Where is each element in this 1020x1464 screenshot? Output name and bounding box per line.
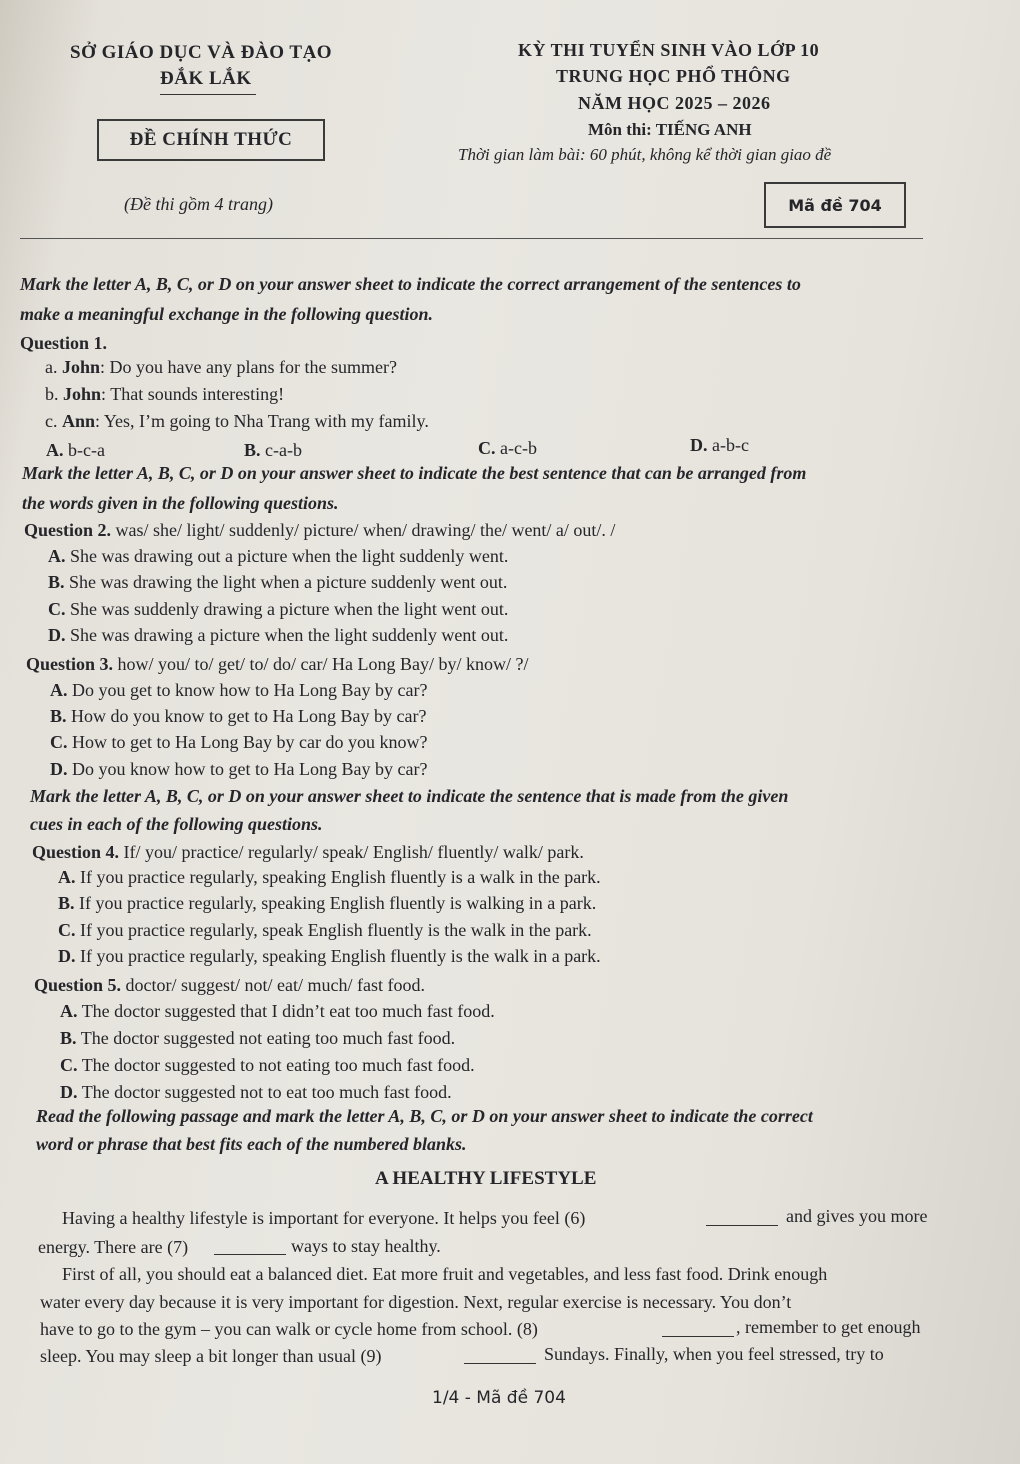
passage-p1-line2b: ways to stay healthy. xyxy=(291,1236,441,1256)
q2-option-d[interactable]: D. She was drawing a picture when the light suddenly went out. xyxy=(48,625,509,645)
section2-instruction-line2: the words given in the following questions. xyxy=(22,493,339,513)
passage-p1-line2a: energy. There are (7) xyxy=(38,1237,189,1257)
q1-option-b[interactable]: B. c-a-b xyxy=(244,440,302,460)
section3-instruction-line1: Mark the letter A, B, C, or D on your answer sheet to indicate the sentence that is made from the given xyxy=(30,786,789,806)
section1-instruction-line1: Mark the letter A, B, C, or D on your answer sheet to indicate the correct arrangement of the sentences to xyxy=(20,274,801,294)
blank-7[interactable] xyxy=(214,1241,286,1255)
passage-title: A HEALTHY LIFESTYLE xyxy=(375,1168,597,1189)
passage-p2-line3b: , remember to get enough xyxy=(736,1317,921,1337)
passage-p2-line2: water every day because it is very important for digestion. Next, regular exercise is necessary. You don’t xyxy=(40,1292,792,1312)
department-name: SỞ GIÁO DỤC VÀ ĐÀO TẠO xyxy=(70,42,333,63)
section1-instruction-line2: make a meaningful exchange in the following question. xyxy=(20,304,434,324)
question-2: Question 2. was/ she/ light/ suddenly/ picture/ when/ drawing/ the/ went/ a/ out/. / xyxy=(24,520,616,540)
exam-code: Mã đề 704 xyxy=(788,195,882,215)
passage-p1-line1a: Having a healthy lifestyle is important for everyone. It helps you feel (6) xyxy=(62,1208,586,1228)
passage-p2-line1: First of all, you should eat a balanced diet. Eat more fruit and vegetables, and less fast food. Drink enough xyxy=(62,1264,828,1284)
province-name: ĐẮK LẮK xyxy=(160,68,252,89)
q2-option-c[interactable]: C. She was suddenly drawing a picture when the light went out. xyxy=(48,599,509,619)
blank-8[interactable] xyxy=(662,1323,734,1337)
q3-option-a[interactable]: A. Do you get to know how to Ha Long Bay by car? xyxy=(50,680,428,700)
q1-line-c: c. Ann: Yes, I’m going to Nha Trang with my family. xyxy=(45,411,429,431)
q5-option-d[interactable]: D. The doctor suggested not to eat too much fast food. xyxy=(60,1082,452,1102)
exam-name: KỲ THI TUYỂN SINH VÀO LỚP 10 xyxy=(518,40,820,60)
school-level: TRUNG HỌC PHỔ THÔNG xyxy=(556,66,791,86)
question-4: Question 4. If/ you/ practice/ regularly/ speak/ English/ fluently/ walk/ park. xyxy=(32,842,584,862)
official-exam-box xyxy=(97,119,325,161)
exam-time: Thời gian làm bài: 60 phút, không kể thời gian giao đề xyxy=(458,145,832,164)
header-divider xyxy=(20,238,923,239)
header-underline xyxy=(160,94,256,95)
q1-option-d[interactable]: D. a-b-c xyxy=(690,435,749,455)
question-5: Question 5. doctor/ suggest/ not/ eat/ much/ fast food. xyxy=(34,975,425,995)
q5-option-a[interactable]: A. The doctor suggested that I didn’t eat too much fast food. xyxy=(60,1001,495,1021)
passage-p2-line4b: Sundays. Finally, when you feel stressed, try to xyxy=(544,1344,884,1364)
q4-option-a[interactable]: A. If you practice regularly, speaking English fluently is a walk in the park. xyxy=(58,867,601,887)
q1-option-a[interactable]: A. b-c-a xyxy=(46,440,105,460)
passage-p2-line3a: have to go to the gym – you can walk or cycle home from school. (8) xyxy=(40,1319,538,1339)
section4-instruction-line2: word or phrase that best fits each of the numbered blanks. xyxy=(36,1134,467,1154)
q1-line-b: b. John: That sounds interesting! xyxy=(45,384,285,404)
blank-9[interactable] xyxy=(464,1350,536,1364)
q5-option-b[interactable]: B. The doctor suggested not eating too much fast food. xyxy=(60,1028,456,1048)
question-3: Question 3. how/ you/ to/ get/ to/ do/ car/ Ha Long Bay/ by/ know/ ?/ xyxy=(26,654,529,674)
q1-line-a: a. John: Do you have any plans for the summer? xyxy=(45,357,397,377)
section2-instruction-line1: Mark the letter A, B, C, or D on your answer sheet to indicate the best sentence that can be arranged from xyxy=(22,463,807,483)
page-footer: 1/4 - Mã đề 704 xyxy=(432,1388,566,1408)
q4-option-d[interactable]: D. If you practice regularly, speaking English fluently is the walk in a park. xyxy=(58,946,601,966)
q2-option-a[interactable]: A. She was drawing out a picture when the light suddenly went. xyxy=(48,546,509,566)
passage-p1-line1b: and gives you more xyxy=(786,1206,928,1226)
question-1-title: Question 1. xyxy=(20,333,108,353)
section4-instruction-line1: Read the following passage and mark the letter A, B, C, or D on your answer sheet to indicate the correct xyxy=(36,1106,813,1126)
official-exam-label: ĐỀ CHÍNH THỨC xyxy=(129,129,293,150)
q2-option-b[interactable]: B. She was drawing the light when a picture suddenly went out. xyxy=(48,572,508,592)
q4-option-c[interactable]: C. If you practice regularly, speak English fluently is the walk in the park. xyxy=(58,920,592,940)
q3-option-d[interactable]: D. Do you know how to get to Ha Long Bay by car? xyxy=(50,759,428,779)
blank-6[interactable] xyxy=(706,1212,778,1226)
exam-subject: Môn thi: TIẾNG ANH xyxy=(588,120,752,139)
passage-p2-line4a: sleep. You may sleep a bit longer than usual (9) xyxy=(40,1346,382,1366)
q3-option-c[interactable]: C. How to get to Ha Long Bay by car do you know? xyxy=(50,732,428,752)
q4-option-b[interactable]: B. If you practice regularly, speaking English fluently is walking in a park. xyxy=(58,893,597,913)
q3-option-b[interactable]: B. How do you know to get to Ha Long Bay by car? xyxy=(50,706,427,726)
q5-option-c[interactable]: C. The doctor suggested to not eating too much fast food. xyxy=(60,1055,475,1075)
exam-code-box xyxy=(764,182,906,228)
q1-option-c[interactable]: C. a-c-b xyxy=(478,438,537,458)
school-year: NĂM HỌC 2025 – 2026 xyxy=(578,93,771,113)
pages-note: (Đề thi gồm 4 trang) xyxy=(124,194,273,214)
section3-instruction-line2: cues in each of the following questions. xyxy=(30,814,323,834)
